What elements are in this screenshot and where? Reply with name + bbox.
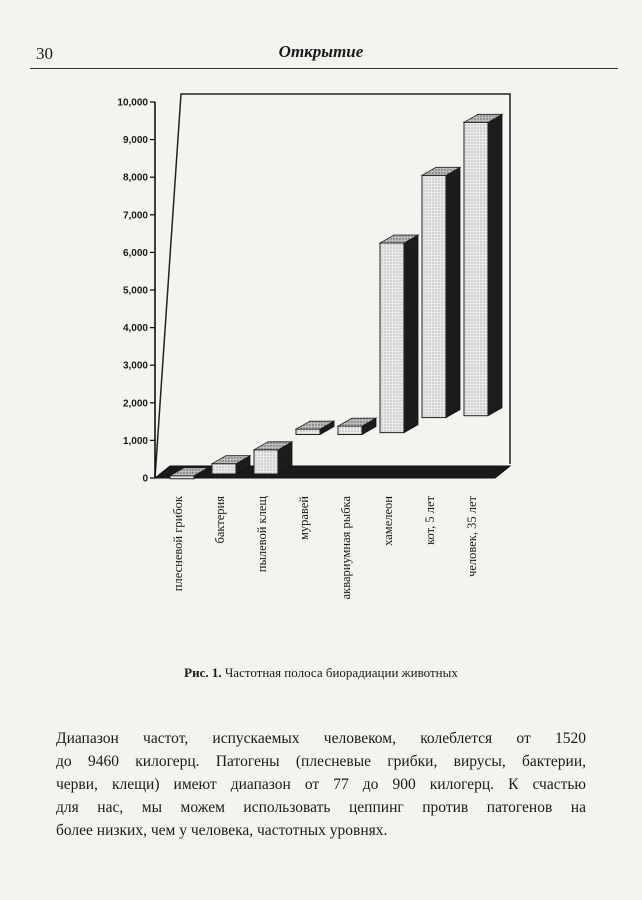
body-line: до 9460 килогерц. Патогены (плесневые грибки, вирусы, бактерии, [56,753,586,770]
y-tick-label: 4,000 [122,323,148,335]
x-category-label: человек, 35 лет [465,496,479,577]
y-tick-label: 2,000 [122,398,148,410]
bar [422,175,446,417]
y-tick-label: 3,000 [122,360,148,372]
body-line: Диапазон частот, испускаемых человеком, колеблется от 1520 [56,730,586,747]
bar [338,426,362,434]
y-tick-label: 5,000 [122,285,148,297]
body-line: черви, клещи) имеют диапазон от 77 до 900 килогерц. К счастью [56,776,586,793]
bar [254,450,278,474]
y-tick-label: 6,000 [122,247,148,259]
page-number: 30 [36,44,53,63]
body-line: для нас, мы можем использовать цеппинг против патогенов на [56,799,586,816]
header-rule [30,68,618,69]
x-category-label: бактерия [213,496,227,544]
bar [212,464,236,474]
y-tick-label: 0 [142,473,148,485]
figure-caption [0,665,642,681]
bar [380,243,404,433]
x-category-label: кот, 5 лет [423,496,437,545]
y-tick-label: 8,000 [122,172,148,184]
x-category-label: аквариумная рыбка [339,496,353,600]
y-tick-label: 9,000 [122,135,148,147]
bar-side [488,114,502,415]
body-paragraph [56,727,586,842]
x-category-label: муравей [297,496,311,541]
bar [170,476,194,479]
bar [296,429,320,434]
bar [464,122,488,415]
bar-chart [0,76,642,656]
y-tick-label: 7,000 [122,210,148,222]
caption-text: Частотная полоса биорадиации животных [224,665,458,680]
x-category-label: плесневой грибок [171,496,185,592]
body-line: более низких, чем у человека, частотных уровнях. [56,822,388,839]
x-category-label: хамелеон [381,496,395,546]
y-tick-label: 1,000 [122,435,148,447]
bar-side [404,235,418,433]
running-head: Открытие [278,42,364,61]
y-tick-label: 10,000 [117,97,148,109]
x-category-label: пылевой клещ [255,496,269,573]
caption-label: Рис. 1. [184,665,222,680]
bar-side [446,167,460,417]
